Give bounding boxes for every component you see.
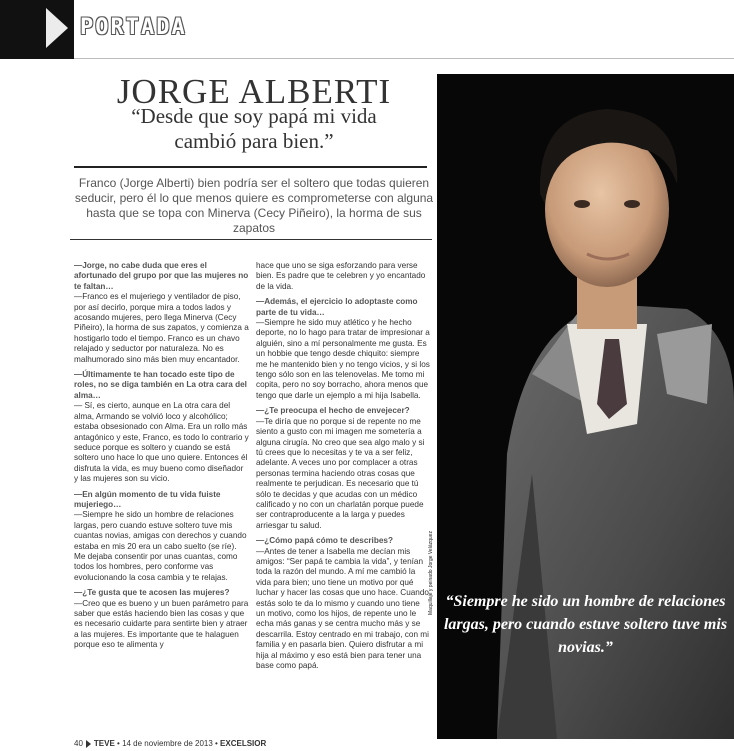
triangle-icon (86, 740, 91, 748)
question: —¿Te gusta que te acosen las mujeres? (74, 588, 230, 598)
answer: —Creo que es bueno y un buen parámetro para saber que estás haciendo bien las cosas y que es necesario cuidarte para sentirte bien y atraer a las mujeres. Es importante que te halaguen porque eso te alimenta y (74, 598, 249, 650)
brand-name: EXCELSIOR (220, 739, 267, 748)
section-corner-block (0, 0, 74, 59)
answer: —Siempre he sido un hombre de relaciones largas, pero cuando estuve soltero tuve mis cuantas novias, amigas con derechos y cuando estaba en mis 20 era un cabo suelto (se ríe). Me dejaba consentir por unas cuantas, como todos los hombres, pero conforme vas evolucionando la cosa cambia y te relajas. (74, 510, 247, 582)
qa-block (74, 261, 249, 365)
chevron-right-icon (46, 8, 68, 48)
deck-rule (70, 239, 432, 240)
deck-text: Franco (Jorge Alberti) bien podría ser el soltero que todas quieren seducir, pero él lo que menos quiere es comprometerse con alguna hasta que se topa con Minerva (Cecy Piñeiro), la horma de sus zapatos (74, 176, 434, 235)
question: —Además, el ejercicio lo adoptaste como parte de tu vida… (256, 297, 418, 317)
page-footer: 40 TEVE • 14 de noviembre de 2013 • EXCELSIOR (74, 739, 267, 748)
question: —Últimamente te han tocado este tipo de roles, no se diga también en La otra cara del alma… (74, 370, 247, 400)
answer: — Sí, es cierto, aunque en La otra cara del alma, Armando se volvió loco y alcohólico; estaba obsesionado con Alma. Era un rollo más antagónico y este, Franco, es todo lo contrario y seduce porque es soltero y cuando se está soltero uno hace lo que uno quiere. Entonces él disfruta la vida, es muy bueno como diseñador y las mujeres son su vicio. (74, 401, 249, 484)
qa-block (74, 588, 249, 650)
title-rule (74, 166, 427, 168)
answer: —Franco es el mujeriego y ventilador de piso, por así decirlo, porque mira a todos lados y acosando mujeres, pero llega Minerva (Cecy Piñeiro), la horma de sus zapatos, y comienza a hostigarlo todo el tiempo. Franco es un chavo relajado y seductor por naturaleza. No es malhumorado sino más bien muy encantador. (74, 292, 249, 364)
qa-block (256, 261, 431, 292)
qa-block (74, 370, 249, 484)
photo-credit: Maquillaje y peinado Jorge Velázquez (428, 531, 434, 615)
answer: —Te diría que no porque si de repente no me siento a gusto con mi imagen me sometería a alguna cirugía. No creo que sea algo malo y si tú crees que lo necesitas y te va a ser feliz, adelante. A veces uno por complacer a otras personas termina haciendo otras cosas que realmente te perjudican. Es necesario que tú sólo te decidas y que acudas con un médico calificado y no con un charlatán porque puede ser contraproducente a la larga y puedes arriesgar tu salud. (256, 416, 425, 530)
headline: JORGE ALBERTI (116, 72, 392, 111)
section-label: PORTADA (80, 15, 187, 40)
question: —¿Cómo papá cómo te describes? (256, 536, 393, 546)
question: —Jorge, no cabe duda que eres el afortunado del grupo por que las mujeres no te faltan… (74, 261, 249, 291)
article-column-2 (256, 261, 431, 676)
question: —En algún momento de tu vida fuiste mujeriego… (74, 489, 221, 509)
answer: —Siempre he sido muy atlético y he hecho deporte, no lo hago para tratar de impresionar a alguién, sino a mí personalmente me gusta. Es un hobbie que tengo desde chiquito: siempre me he mantenido bien y no tengo vicios, y si los tengo sólo son en las telenovelas. Me tomo mi copita, pero no soy borracho, ahora menos que tengo que darle un ejemplo a mi hija Isabella. (256, 318, 430, 400)
article-column-1 (74, 261, 249, 656)
issue-date: 14 de noviembre de 2013 (122, 739, 213, 748)
page-number: 40 (74, 739, 83, 748)
question: —¿Te preocupa el hecho de envejecer? (256, 406, 410, 416)
publication-name: TEVE (93, 739, 115, 748)
qa-block (256, 536, 431, 671)
qa-block (256, 297, 431, 401)
quote-line-1: “Desde que soy papá mi vida (131, 104, 377, 128)
headline-quote (74, 104, 434, 154)
qa-block (74, 490, 249, 584)
quote-line-2: cambió para bien.” (174, 129, 334, 153)
qa-block (256, 406, 431, 531)
pull-quote: “Siempre he sido un hombre de relaciones largas, pero cuando estuve soltero tuve mis novias.” (443, 593, 728, 656)
answer: hace que uno se siga esforzando para verse bien. Es padre que te celebren y yo encantado de la vida. (256, 261, 426, 291)
section-divider (74, 58, 734, 59)
answer: —Antes de tener a Isabella me decían mis amigos: “Ser papá te cambia la vida”, y tenían toda la razón del mundo. A mí me cambió la vida para bien; uno tiene un motivo por qué luchar y hacer las cosas que uno hace. Cuando estás solo te da lo mismo y cuando uno tiene un motivo, como los hijos, de repente uno le echa más ganas y se centra mucho más y se descarrila. Estoy centrado en mi trabajo, con mi familia y en pasarla bien. Quiero disfrutar a mi hija al máximo y eso está bien para tener una base como papá. (256, 546, 429, 671)
